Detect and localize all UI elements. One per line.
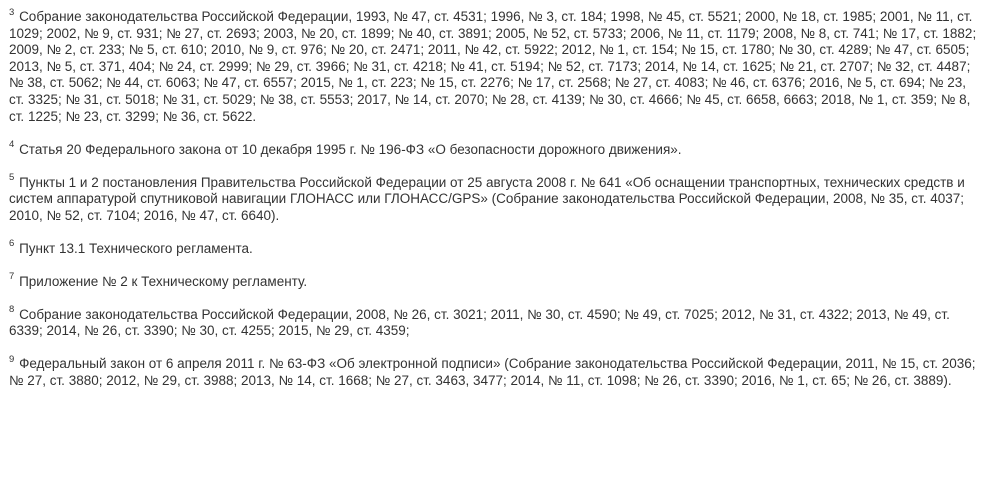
footnote-text: Пункты 1 и 2 постановления Правительства Российской Федерации от 25 августа 2008 г. № 641 «Об оснащении транспортных, технических средств и систем аппаратурой спутниковой навигации ГЛОНАСС или ГЛОНАСС/GPS» (Собрание законодательства Российской Федерации, 2008, № 35, ст. 4037; 2010, № 52, ст. 7104; 2016, № 47, ст. 6640). [9, 174, 965, 223]
footnote-5 [9, 172, 984, 225]
footnote-number: 4 [9, 139, 15, 151]
footnote-number: 3 [9, 6, 15, 18]
footnote-text: Собрание законодательства Российской Федерации, 2008, № 26, ст. 3021; 2011, № 30, ст. 4590; № 49, ст. 7025; 2012, № 31, ст. 4322; 2013, № 49, ст. 6339; 2014, № 26, ст. 3390; № 30, ст. 4255; 2015, № 29, ст. 4359; [9, 306, 950, 339]
footnote-text: Собрание законодательства Российской Федерации, 1993, № 47, ст. 4531; 1996, № 3, ст. 184; 1998, № 45, ст. 5521; 2000, № 18, ст. 1985; 2001, № 11, ст. 1029; 2002, № 9, ст. 931; № 27, ст. 2693; 2003, № 20, ст. 1899; № 40, ст. 3891; 2005, № 52, ст. 5733; 2006, № 11, ст. 1179; 2008, № 8, ст. 741; № 17, ст. 1882; 2009, № 2, ст. 233; № 5, ст. 610; 2010, № 9, ст. 976; № 20, ст. 2471; 2011, № 42, ст. 5922; 2012, № 1, ст. 154; № 15, ст. 1780; № 30, ст. 4289; № 47, ст. 6505; 2013, № 5, ст. 371, 404; № 24, ст. 2999; № 29, ст. 3966; № 31, ст. 4218; № 41, ст. 5194; № 52, ст. 7173; 2014, № 14, ст. 1625; № 21, ст. 2707; № 32, ст. 4487; № 38, ст. 5062; № 44, ст. 6063; № 47, ст. 6557; 2015, № 1, ст. 223; № 15, ст. 2276; № 17, ст. 2568; № 27, ст. 4083; № 46, ст. 6376; 2016, № 5, ст. 694; № 23, ст. 3325; № 31, ст. 5018; № 31, ст. 5029; № 38, ст. 5553; 2017, № 14, ст. 2070; № 28, ст. 4139; № 30, ст. 4666; № 45, ст. 6658, 6663; 2018, № 1, ст. 359; № 8, ст. 1225; № 23, ст. 3299; № 36, ст. 5622. [9, 9, 977, 124]
footnote-number: 8 [9, 304, 15, 316]
footnote-9 [9, 353, 984, 389]
footnote-8 [9, 304, 984, 340]
footnote-7 [9, 271, 984, 291]
footnote-number: 6 [9, 238, 15, 250]
footnote-number: 7 [9, 271, 15, 283]
footnote-6 [9, 238, 984, 258]
footnote-text: Пункт 13.1 Технического регламента. [19, 240, 253, 256]
footnote-text: Приложение № 2 к Техническому регламенту. [19, 273, 308, 289]
footnote-3 [9, 6, 984, 125]
footnote-4 [9, 139, 984, 159]
footnote-text: Федеральный закон от 6 апреля 2011 г. № 63-ФЗ «Об электронной подписи» (Собрание законодательства Российской Федерации, 2011, № 15, ст. 2036; № 27, ст. 3880; 2012, № 29, ст. 3988; 2013, № 14, ст. 1668; № 27, ст. 3463, 3477; 2014, № 11, ст. 1098; № 26, ст. 3390; 2016, № 1, ст. 65; № 26, ст. 3889). [9, 356, 976, 388]
footnote-text: Статья 20 Федерального закона от 10 декабря 1995 г. № 196-ФЗ «О безопасности дорожного движения». [19, 141, 682, 157]
footnote-number: 9 [9, 353, 15, 365]
footnote-number: 5 [9, 172, 15, 184]
